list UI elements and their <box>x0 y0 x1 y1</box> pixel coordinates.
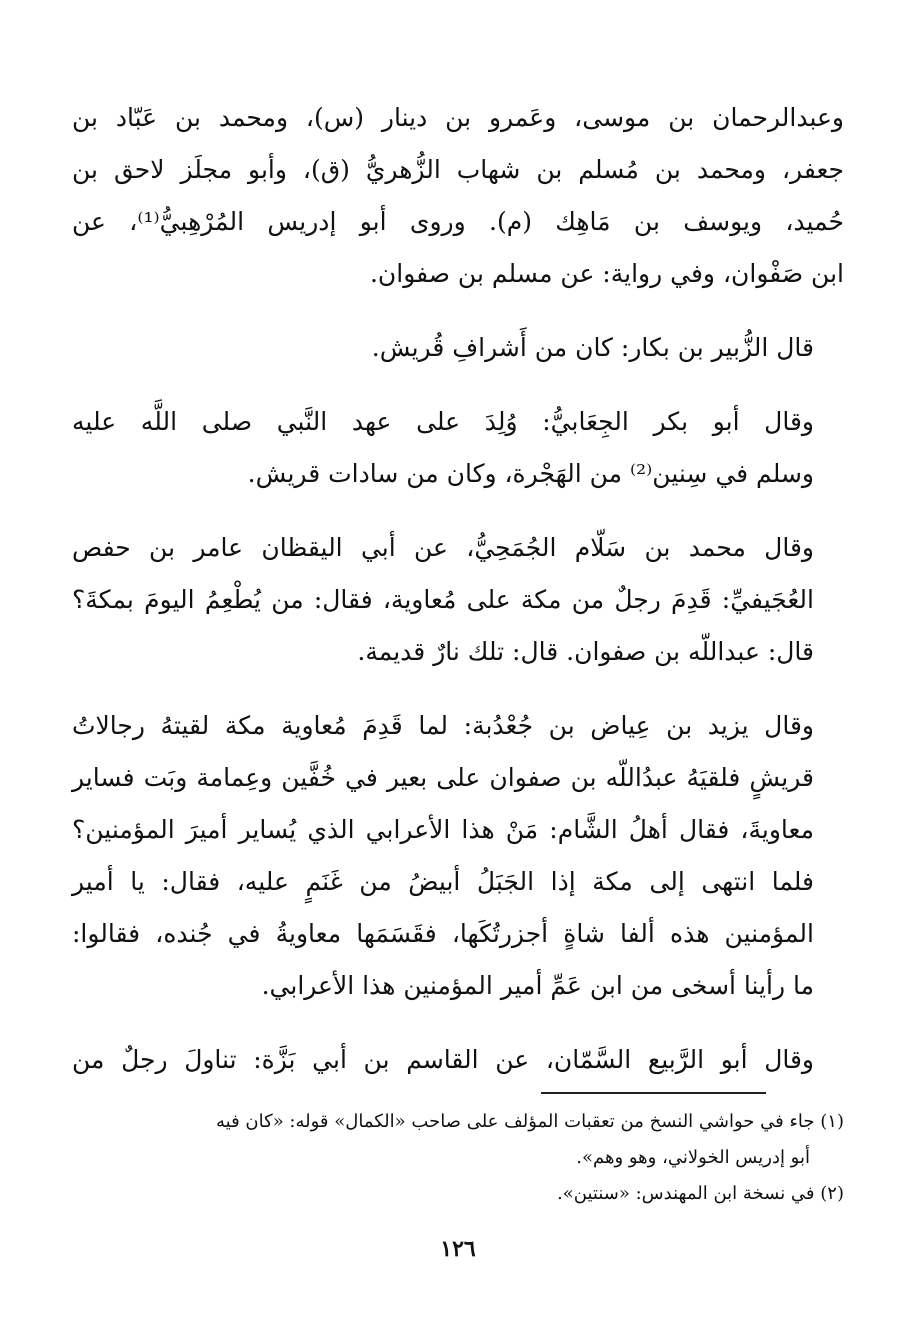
footnote <box>72 1104 844 1176</box>
text-line: العُجَيفيِّ: قَدِمَ رجلٌ من مكة على مُعاوية، فقال: من يُطْعِمُ اليومَ بمكةَ؟ <box>72 585 814 614</box>
text-line: وعبدالرحمان بن موسى، وعَمرو بن دينار (س)، ومحمد بن عَبّاد بن <box>72 103 844 132</box>
paragraph <box>72 322 844 374</box>
footnote-divider <box>541 1092 766 1094</box>
text-line: قال الزُّبير بن بكار: كان من أَشرافِ قُريش. <box>371 333 814 362</box>
text-line: وقال أبو بكر الجِعَابيُّ: وُلِدَ على عهد النَّبي صلى اللَّه عليه <box>72 407 814 436</box>
text-line: قريشٍ فلقيَهُ عبدُاللّه بن صفوان على بعير في خُفَّين وعِمامة وبَت فساير <box>72 763 814 792</box>
footnote-line: (١) جاء في حواشي النسخ من تعقبات المؤلف على صاحب «الكمال» قوله: «كان فيه <box>216 1111 844 1132</box>
text-line: ما رأينا أسخى من ابن عَمِّ أمير المؤمنين هذا الأعرابي. <box>261 971 814 1000</box>
paragraph <box>72 396 844 500</box>
footnote <box>72 1176 844 1212</box>
text-line: وقال أبو الرَّبيع السَّمّان، عن القاسم بن أبي بَزَّة: تناولَ رجلٌ من <box>72 1045 814 1074</box>
text-line: فلما انتهى إلى مكة إذا الجَبَلُ أبيضُ من غَنَمٍ عليه، فقال: يا أمير <box>72 867 814 896</box>
text-line: ابن صَفْوان، وفي رواية: عن مسلم بن صفوان. <box>369 259 844 288</box>
text-line: وقال محمد بن سَلّام الجُمَحِيُّ، عن أبي اليقظان عامر بن حفص <box>72 533 814 562</box>
text-line: حُميد، ويوسف بن مَاهِك (م). وروى أبو إدريس المُرْهِبيُّ⁽¹⁾، عن <box>72 207 845 236</box>
paragraph <box>72 700 844 1012</box>
text-line: معاويةَ، فقال أهلُ الشَّام: مَنْ هذا الأعرابي الذي يُساير أميرَ المؤمنين؟ <box>72 815 814 844</box>
text-line: قال: عبداللّه بن صفوان. قال: تلك نارٌ قديمة. <box>357 637 814 666</box>
paragraph <box>72 522 844 678</box>
text-line: المؤمنين هذه ألفا شاةٍ أجزرتُكَها، فقَسَمَها معاويةُ في جُنده، فقالوا: <box>72 919 814 948</box>
footnote-line: أبو إدريس الخولاني، وهو وهم». <box>576 1147 810 1168</box>
page-number: ١٢٦ <box>440 1236 476 1262</box>
text-line: وقال يزيد بن عِياض بن جُعْدُبة: لما قَدِمَ مُعاوية مكة لقيتهُ رجالاتُ <box>72 711 814 740</box>
paragraph <box>72 1034 844 1086</box>
text-line: وسلم في سِنين⁽²⁾ من الهَجْرة، وكان من سادات قريش. <box>247 459 814 488</box>
text-line: جعفر، ومحمد بن مُسلم بن شهاب الزُّهريُّ (ق)، وأبو مجلَز لاحق بن <box>72 155 844 184</box>
footnotes <box>72 1104 844 1212</box>
footnote-line: (٢) في نسخة ابن المهندس: «سنتين». <box>557 1183 844 1204</box>
main-text <box>72 92 844 1108</box>
paragraph <box>72 92 844 300</box>
